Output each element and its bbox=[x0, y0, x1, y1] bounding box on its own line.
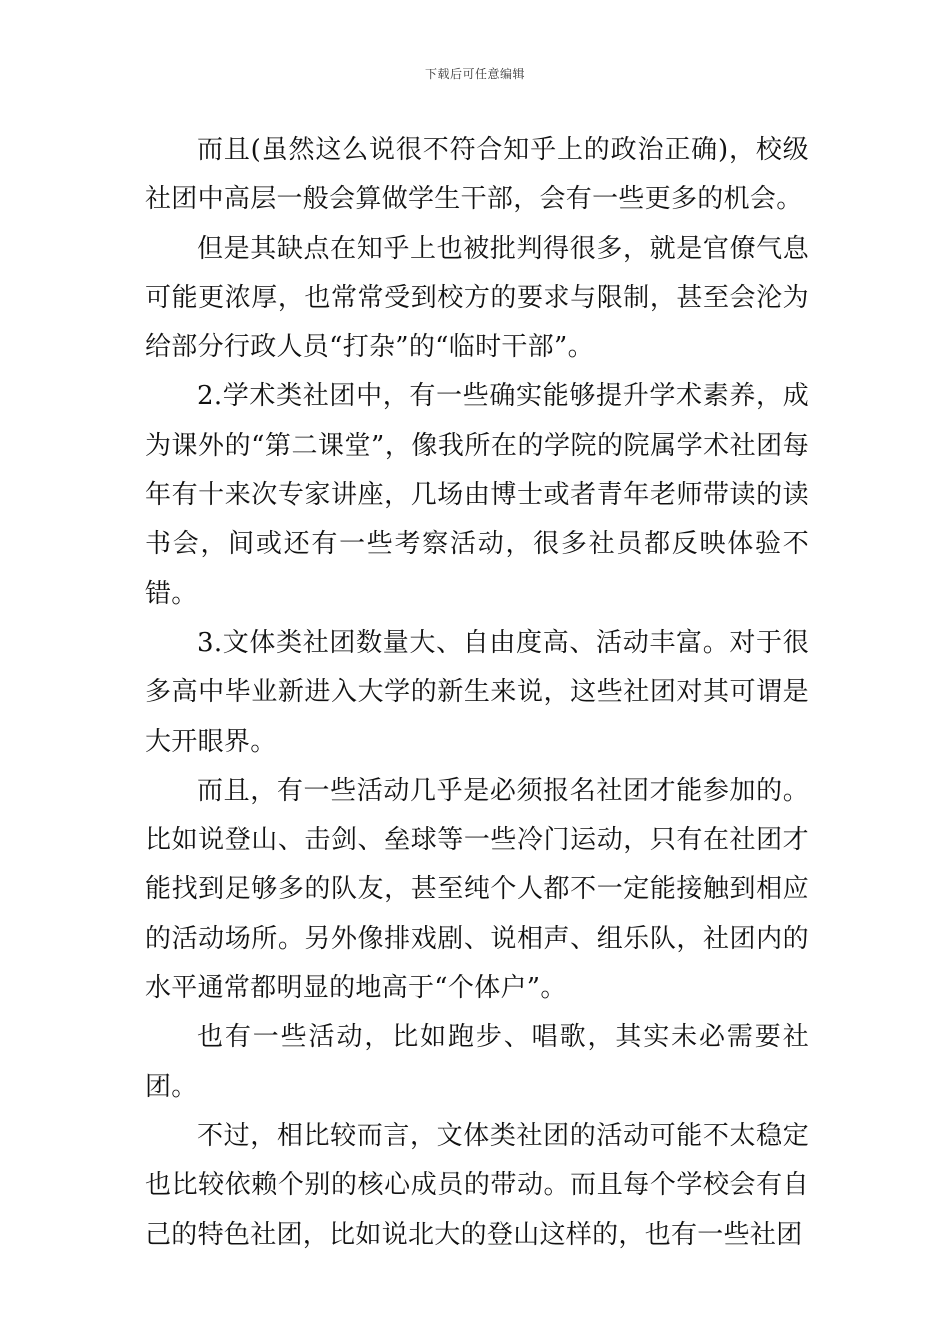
document-body bbox=[145, 126, 809, 1260]
page-header: 下载后可任意编辑 bbox=[424, 67, 525, 81]
paragraph-2: 但是其缺点在知乎上也被批判得很多，就是官僚气息可能更浓厚，也常常受到校方的要求与限制，甚至会沦为给部分行政人员“打杂”的“临时干部”。 bbox=[145, 233, 809, 363]
paragraph-5: 而且，有一些活动几乎是必须报名社团才能参加的。比如说登山、击剑、垒球等一些冷门运动，只有在社团才能找到足够多的队友，甚至纯个人都不一定能接触到相应的活动场所。另外像排戏剧、说相声、组乐队，社团内的水平通常都明显的地高于“个体户”。 bbox=[145, 775, 809, 1004]
paragraph-1: 而且(虽然这么说很不符合知乎上的政治正确)，校级社团中高层一般会算做学生干部，会有一些更多的机会。 bbox=[145, 135, 809, 215]
paragraph-7: 不过，相比较而言，文体类社团的活动可能不太稳定也比较依赖个别的核心成员的带动。而且每个学校会有自己的特色社团，比如说北大的登山这样的，也有一些社团 bbox=[145, 1120, 809, 1250]
paragraph-6: 也有一些活动，比如跑步、唱歌，其实未必需要社团。 bbox=[145, 1022, 809, 1102]
paragraph-4: 3.文体类社团数量大、自由度高、活动丰富。对于很多高中毕业新进入大学的新生来说，这些社团对其可谓是大开眼界。 bbox=[145, 627, 809, 757]
paragraph-3: 2.学术类社团中，有一些确实能够提升学术素养，成为课外的“第二课堂”，像我所在的学院的院属学术社团每年有十来次专家讲座，几场由博士或者青年老师带读的读书会，间或还有一些考察活动，很多社员都反映体验不错。 bbox=[145, 381, 809, 609]
